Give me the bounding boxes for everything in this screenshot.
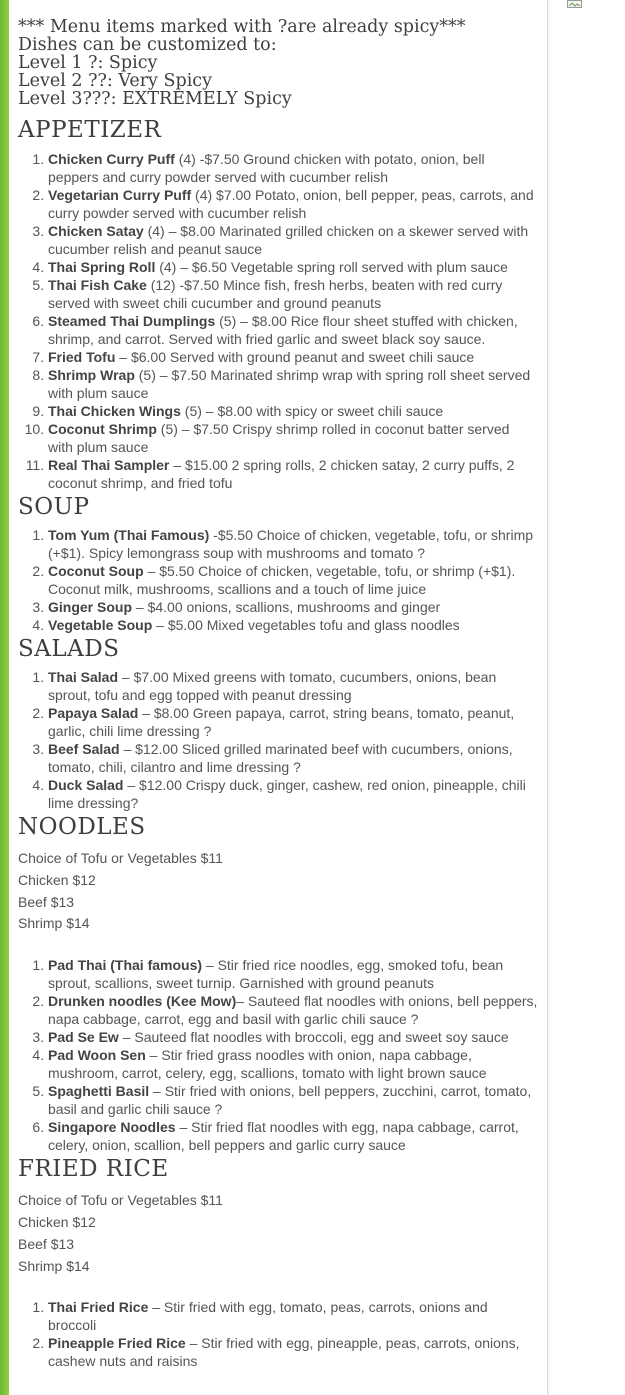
dish-description: – Stir fried with egg, pineapple, peas, carrots, onions, cashew nuts and raisins xyxy=(48,1335,520,1370)
price-option: Choice of Tofu or Vegetables $11 xyxy=(18,850,223,866)
salads-list xyxy=(18,668,538,812)
dish-name: Duck Salad xyxy=(48,777,124,793)
dish-description: (4) – $6.50 Vegetable spring roll served with plum sauce xyxy=(155,259,508,275)
dish-description: – $6.00 Served with ground peanut and sweet chili sauce xyxy=(115,349,475,365)
list-item xyxy=(48,456,538,492)
dish-name: Steamed Thai Dumplings xyxy=(48,313,216,329)
dish-description: – $7.00 Mixed greens with tomato, cucumbers, onions, bean sprout, tofu and egg topped with peanut dressing xyxy=(48,669,497,703)
dish-name: Pad Thai (Thai famous) xyxy=(48,957,203,974)
dish-description: – Sauteed flat noodles with onions, bell peppers, napa cabbage, carrot, egg and basil with garlic chili sauce ? xyxy=(48,993,538,1028)
fried-rice-protein-prices xyxy=(18,1190,538,1277)
dish-description: (5) – $7.50 Crispy shrimp rolled in coconut batter served with plum sauce xyxy=(48,421,510,455)
noodles-section xyxy=(18,812,538,1154)
salads-section xyxy=(18,634,538,812)
list-item xyxy=(48,1118,538,1154)
dish-name: Fried Tofu xyxy=(48,349,116,365)
broken-image-icon xyxy=(567,0,583,8)
list-item xyxy=(48,420,538,456)
spice-level-1: Level 1 ?: Spicy xyxy=(18,53,158,73)
list-item xyxy=(48,740,538,776)
dish-description: – Stir fried rice noodles, egg, smoked tofu, bean sprout, scallions, sweet turnip. Garnished with ground peanuts xyxy=(48,957,504,992)
dish-name: Coconut Soup xyxy=(48,563,144,579)
list-item xyxy=(48,956,538,992)
list-item xyxy=(48,402,538,420)
dish-name: Papaya Salad xyxy=(48,705,139,721)
dish-description: (4) -$7.50 Ground chicken with potato, onion, bell peppers and curry powder served with cucumber relish xyxy=(48,151,485,185)
list-item xyxy=(48,562,538,598)
dish-description: – $5.50 Choice of chicken, vegetable, tofu, or shrimp (+$1). Coconut milk, mushrooms, scallions and a touch of lime juice xyxy=(48,563,516,597)
dish-description: – $12.00 Sliced grilled marinated beef with cucumbers, onions, tomato, chili, cilantro and lime dressing ? xyxy=(48,741,513,775)
list-item xyxy=(48,704,538,740)
dish-name: Thai Salad xyxy=(48,669,119,685)
left-accent-bar xyxy=(0,0,9,1395)
dish-name: Coconut Shrimp xyxy=(48,421,157,437)
dish-name: Vegetarian Curry Puff xyxy=(48,187,192,203)
appetizer-section xyxy=(18,115,538,492)
price-option: Choice of Tofu or Vegetables $11 xyxy=(18,1192,223,1209)
list-item xyxy=(48,348,538,366)
dish-description: – Stir fried with egg, tomato, peas, carrots, onions and broccoli xyxy=(48,1299,488,1334)
dish-description: – $8.00 Green papaya, carrot, string beans, tomato, peanut, garlic, chili lime dressing ? xyxy=(48,705,515,739)
list-item xyxy=(48,776,538,812)
list-item xyxy=(48,366,538,402)
appetizer-list xyxy=(18,150,538,492)
list-item xyxy=(48,598,538,616)
list-item xyxy=(48,1334,538,1370)
fried-rice-section xyxy=(18,1154,538,1370)
category-title-appetizer: APPETIZER xyxy=(18,117,162,143)
list-item xyxy=(48,668,538,704)
category-title-soup: SOUP xyxy=(18,494,90,520)
price-option: Chicken $12 xyxy=(18,871,96,888)
list-item xyxy=(48,312,538,348)
category-title-fried-rice: FRIED RICE xyxy=(18,1156,169,1183)
dish-description: – Stir fried flat noodles with egg, napa cabbage, carrot, celery, onion, scallion, bell peppers and garlic curry sauce xyxy=(48,1119,519,1154)
list-item xyxy=(48,616,538,634)
customize-note: Dishes can be customized to: xyxy=(18,35,277,55)
list-item xyxy=(48,1046,538,1082)
dish-description: (4) – $8.00 Marinated grilled chicken on a skewer served with cucumber relish and peanut sauce xyxy=(48,223,529,257)
dish-description: – Stir fried with onions, bell peppers, zucchini, carrot, tomato, basil and garlic chili sauce ? xyxy=(48,1083,532,1118)
noodles-protein-prices xyxy=(18,848,538,935)
dish-name: Beef Salad xyxy=(48,741,120,757)
dish-description: – $5.00 Mixed vegetables tofu and glass noodles xyxy=(152,617,460,633)
list-item xyxy=(48,258,538,276)
dish-description: (4) $7.00 Potato, onion, bell pepper, peas, carrots, and curry powder served with cucumber relish xyxy=(48,187,534,221)
list-item xyxy=(48,1028,538,1046)
dish-description: – $15.00 2 spring rolls, 2 chicken satay, 2 curry puffs, 2 coconut shrimp, and fried tofu xyxy=(48,457,515,491)
dish-description: -$5.50 Choice of chicken, vegetable, tofu, or shrimp (+$1). Spicy lemongrass soup with mushrooms and tomato ? xyxy=(48,527,534,561)
spice-level-3: Level 3???: EXTREMELY Spicy xyxy=(18,89,292,109)
category-title-salads: SALADS xyxy=(18,636,120,662)
list-item xyxy=(48,1082,538,1118)
list-item xyxy=(48,186,538,222)
dish-name: Pineapple Fried Rice xyxy=(48,1335,186,1352)
dish-description: (5) – $7.50 Marinated shrimp wrap with spring roll sheet served with plum sauce xyxy=(48,367,531,401)
price-option: Shrimp $14 xyxy=(18,915,90,932)
dish-name: Thai Spring Roll xyxy=(48,259,156,275)
list-item xyxy=(48,1298,538,1334)
noodles-list xyxy=(18,956,538,1154)
price-option: Shrimp $14 xyxy=(18,1257,90,1274)
dish-name: Ginger Soup xyxy=(48,599,132,615)
dish-name: Real Thai Sampler xyxy=(48,457,170,473)
dish-name: Chicken Curry Puff xyxy=(48,151,175,167)
list-item xyxy=(48,992,538,1028)
dish-description: (5) – $8.00 Rice flour sheet stuffed with chicken, shrimp, and carrot. Served with fried garlic and sweet black soy sauce. xyxy=(48,313,518,347)
dish-description: (12) -$7.50 Mince fish, fresh herbs, beaten with red curry served with sweet chili cucumber and ground peanuts xyxy=(48,277,503,311)
list-item xyxy=(48,526,538,562)
dish-name: Shrimp Wrap xyxy=(48,367,135,383)
menu-content xyxy=(9,0,548,1395)
dish-name: Thai Fish Cake xyxy=(48,277,147,293)
soup-section xyxy=(18,492,538,634)
fried-rice-list xyxy=(18,1298,538,1370)
spice-level-2: Level 2 ??: Very Spicy xyxy=(18,71,212,91)
list-item xyxy=(48,222,538,258)
spice-legend xyxy=(18,18,538,108)
dish-name: Thai Fried Rice xyxy=(48,1299,149,1316)
dish-name: Chicken Satay xyxy=(48,223,144,239)
dish-name: Tom Yum (Thai Famous) xyxy=(48,527,210,543)
price-option: Beef $13 xyxy=(18,893,75,910)
spice-note: *** Menu items marked with ?are already spicy*** xyxy=(18,17,466,37)
dish-description: – $4.00 onions, scallions, mushrooms and ginger xyxy=(132,599,441,615)
category-title-noodles: NOODLES xyxy=(18,814,146,840)
price-option: Beef $13 xyxy=(18,1235,75,1252)
dish-description: (5) – $8.00 with spicy or sweet chili sauce xyxy=(180,403,444,419)
dish-name: Singapore Noodles xyxy=(48,1119,176,1136)
price-option: Chicken $12 xyxy=(18,1213,96,1230)
dish-description: – Stir fried grass noodles with onion, napa cabbage, mushroom, carrot, celery, egg, scallions, tomato with light brown sauce xyxy=(48,1047,487,1082)
dish-name: Pad Se Ew xyxy=(48,1029,119,1046)
dish-description: – $12.00 Crispy duck, ginger, cashew, red onion, pineapple, chili lime dressing? xyxy=(48,777,526,811)
list-item xyxy=(48,276,538,312)
soup-list xyxy=(18,526,538,634)
dish-name: Thai Chicken Wings xyxy=(48,403,181,419)
dish-name: Vegetable Soup xyxy=(48,617,153,633)
dish-name: Spaghetti Basil xyxy=(48,1083,150,1100)
list-item xyxy=(48,150,538,186)
dish-description: – Sauteed flat noodles with broccoli, egg and sweet soy sauce xyxy=(118,1029,509,1046)
dish-name: Pad Woon Sen xyxy=(48,1047,146,1064)
dish-name: Drunken noodles (Kee Mow) xyxy=(48,993,237,1010)
